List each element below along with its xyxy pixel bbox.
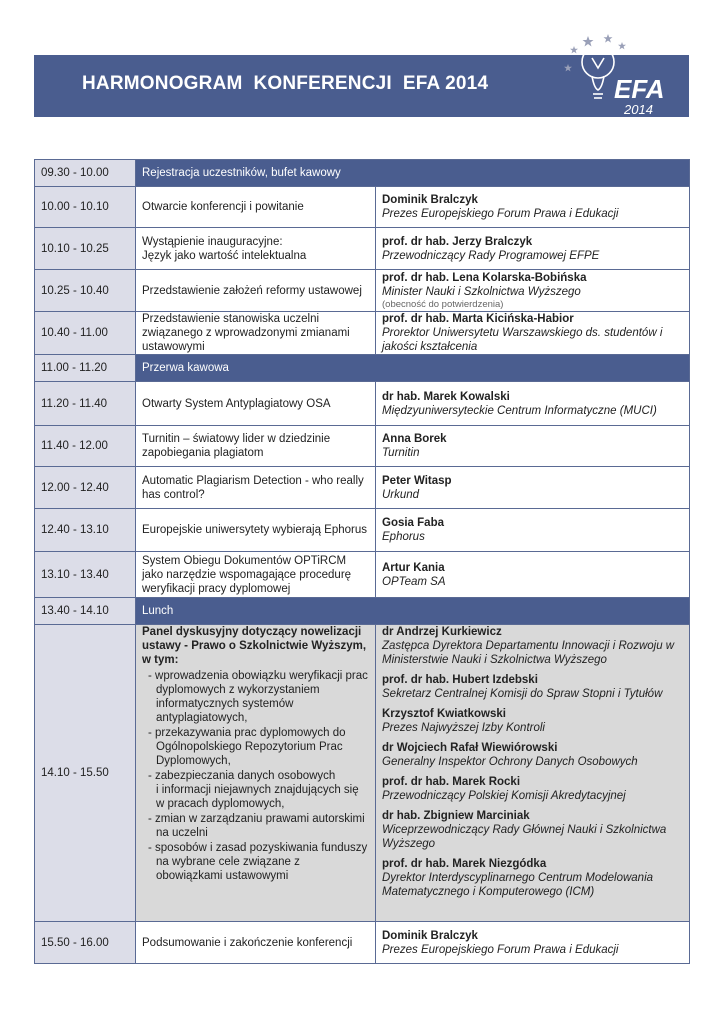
panel-speaker bbox=[382, 625, 683, 667]
speaker-role: Minister Nauki i Szkolnictwa Wyższego bbox=[382, 286, 581, 298]
panel-item: - sposobów i zasad pozyskiwania funduszy na wybrane cele związane z obowiązkami ustawowymi bbox=[148, 842, 368, 882]
topic-cell: Otwarty System Antyplagiatowy OSA bbox=[136, 382, 376, 426]
speaker-role: Prorektor Uniwersytetu Warszawskiego ds. studentów i jakości kształcenia bbox=[382, 327, 663, 353]
time-cell: 10.25 - 10.40 bbox=[35, 270, 136, 312]
schedule-row-lunch bbox=[35, 598, 690, 625]
topic-cell: Przedstawienie założeń reformy ustawowej bbox=[136, 270, 376, 312]
panel-speaker bbox=[382, 741, 683, 769]
speaker-role: Prezes Najwyższej Izby Kontroli bbox=[382, 722, 545, 734]
logo-text: EFA bbox=[614, 74, 665, 104]
speaker-name: prof. dr hab. Marek Rocki bbox=[382, 776, 521, 788]
topic-cell: Podsumowanie i zakończenie konferencji bbox=[136, 922, 376, 964]
speaker-cell bbox=[376, 270, 690, 312]
panel-item: - zmian w zarządzaniu prawami autorskimi na uczelni bbox=[148, 813, 365, 839]
logo-year: 2014 bbox=[624, 102, 653, 117]
speaker-cell bbox=[376, 552, 690, 598]
panel-title: Panel dyskusyjny dotyczący nowelizacji ustawy - Prawo o Szkolnictwie Wyższym, w tym: bbox=[142, 626, 367, 666]
topic-cell: Wystąpienie inauguracyjne: Język jako wartość intelektualna bbox=[136, 228, 376, 270]
time-cell: 10.00 - 10.10 bbox=[35, 187, 136, 228]
panel-item: - wprowadzenia obowiązku weryfikacji prac dyplomowych z wykorzystaniem informatycznych systemów antyplagiatowych, bbox=[148, 670, 368, 724]
speaker-role: Dyrektor Interdyscyplinarnego Centrum Modelowania Matematycznego i Komputerowego (ICM) bbox=[382, 872, 654, 898]
time-cell: 13.40 - 14.10 bbox=[35, 598, 136, 625]
schedule-row bbox=[35, 187, 690, 228]
topic-cell: System Obiegu Dokumentów OPTiRCM jako narzędzie wspomagające procedurę weryfikacji pracy dyplomowej bbox=[136, 552, 376, 598]
speaker-name: Peter Witasp bbox=[382, 474, 452, 487]
speaker-role: Zastępca Dyrektora Departamentu Innowacji i Rozwoju w Ministerstwie Nauki i Szkolnictwa Wyższego bbox=[382, 640, 675, 666]
speaker-cell bbox=[376, 922, 690, 964]
speaker-role: Turnitin bbox=[382, 447, 420, 459]
speaker-role: Prezes Europejskiego Forum Prawa i Edukacji bbox=[382, 208, 619, 220]
speaker-cell bbox=[376, 228, 690, 270]
break-label: Przerwa kawowa bbox=[136, 355, 690, 382]
speaker-name: Gosia Faba bbox=[382, 517, 444, 529]
speaker-role: Międzyuniwersyteckie Centrum Informatyczne (MUCI) bbox=[382, 404, 657, 417]
speaker-name: prof. dr hab. Marta Kicińska-Habior bbox=[382, 313, 574, 325]
speaker-role: Przewodniczący Polskiej Komisji Akredytacyjnej bbox=[382, 790, 626, 802]
speaker-cell bbox=[376, 187, 690, 228]
panel-speaker bbox=[382, 775, 683, 803]
speaker-name: dr hab. Zbigniew Marciniak bbox=[382, 810, 530, 822]
speaker-cell bbox=[376, 509, 690, 552]
schedule-row-closing bbox=[35, 922, 690, 964]
speaker-name: dr hab. Marek Kowalski bbox=[382, 390, 510, 403]
time-cell: 11.00 - 11.20 bbox=[35, 355, 136, 382]
speaker-role: Przewodniczący Rady Programowej EFPE bbox=[382, 249, 600, 262]
speaker-note: (obecność do potwierdzenia) bbox=[382, 299, 504, 310]
speaker-cell bbox=[376, 426, 690, 467]
topic-cell: Przedstawienie stanowiska uczelni związanego z wprowadzonymi zmianami ustawowymi bbox=[136, 312, 376, 355]
schedule-row-break bbox=[35, 355, 690, 382]
break-label: Lunch bbox=[136, 598, 690, 625]
speaker-role: Prezes Europejskiego Forum Prawa i Edukacji bbox=[382, 943, 619, 956]
time-cell: 14.10 - 15.50 bbox=[35, 625, 136, 922]
schedule-table bbox=[34, 159, 690, 964]
panel-item: - przekazywania prac dyplomowych do Ogólnopolskiego Repozytorium Prac Dyplomowych, bbox=[148, 727, 346, 767]
speaker-role: Sekretarz Centralnej Komisji do Spraw Stopni i Tytułów bbox=[382, 688, 663, 700]
speaker-name: prof. dr hab. Jerzy Bralczyk bbox=[382, 235, 533, 248]
speaker-role: Generalny Inspektor Ochrony Danych Osobowych bbox=[382, 756, 638, 768]
page-title: HARMONOGRAM KONFERENCJI EFA 2014 bbox=[82, 73, 489, 94]
schedule-row bbox=[35, 382, 690, 426]
schedule-row bbox=[35, 467, 690, 509]
schedule-row bbox=[35, 509, 690, 552]
speaker-name: dr Andrzej Kurkiewicz bbox=[382, 626, 502, 638]
break-label: Rejestracja uczestników, bufet kawowy bbox=[136, 160, 690, 187]
speaker-role: Wiceprzewodniczący Rady Głównej Nauki i Szkolnictwa Wyższego bbox=[382, 824, 667, 850]
time-cell: 11.20 - 11.40 bbox=[35, 382, 136, 426]
time-cell: 10.10 - 10.25 bbox=[35, 228, 136, 270]
schedule-row-registration bbox=[35, 160, 690, 187]
speaker-name: Dominik Bralczyk bbox=[382, 194, 478, 206]
panel-item: - zabezpieczania danych osobowych bbox=[148, 770, 336, 782]
time-cell: 12.00 - 12.40 bbox=[35, 467, 136, 509]
speaker-name: Artur Kania bbox=[382, 561, 445, 574]
time-cell: 09.30 - 10.00 bbox=[35, 160, 136, 187]
time-cell: 10.40 - 11.00 bbox=[35, 312, 136, 355]
panel-topic-cell bbox=[136, 625, 376, 922]
speaker-cell bbox=[376, 312, 690, 355]
topic-cell: Automatic Plagiarism Detection - who really has control? bbox=[136, 467, 376, 509]
panel-speaker bbox=[382, 707, 683, 735]
panel-speaker bbox=[382, 857, 683, 899]
topic-cell: Otwarcie konferencji i powitanie bbox=[136, 187, 376, 228]
speaker-cell bbox=[376, 467, 690, 509]
time-cell: 13.10 - 13.40 bbox=[35, 552, 136, 598]
speaker-name: dr Wojciech Rafał Wiewiórowski bbox=[382, 742, 558, 754]
schedule-row bbox=[35, 228, 690, 270]
speaker-role: OPTeam SA bbox=[382, 575, 446, 588]
speaker-role: Ephorus bbox=[382, 531, 425, 543]
speaker-cell bbox=[376, 382, 690, 426]
schedule-row bbox=[35, 312, 690, 355]
schedule-row bbox=[35, 426, 690, 467]
schedule-row bbox=[35, 270, 690, 312]
schedule-row bbox=[35, 552, 690, 598]
panel-item: i informacji niejawnych znajdujących się w pracach dyplomowych, bbox=[156, 784, 359, 810]
speaker-name: Dominik Bralczyk bbox=[382, 929, 478, 942]
speaker-name: prof. dr hab. Lena Kolarska-Bobińska bbox=[382, 272, 587, 284]
panel-speakers-cell bbox=[376, 625, 690, 922]
panel-speaker bbox=[382, 673, 683, 701]
time-cell: 11.40 - 12.00 bbox=[35, 426, 136, 467]
time-cell: 15.50 - 16.00 bbox=[35, 922, 136, 964]
efa-logo bbox=[548, 28, 698, 128]
speaker-name: prof. dr hab. Hubert Izdebski bbox=[382, 674, 538, 686]
time-cell: 12.40 - 13.10 bbox=[35, 509, 136, 552]
speaker-name: Anna Borek bbox=[382, 433, 447, 445]
panel-speaker bbox=[382, 809, 683, 851]
topic-cell: Europejskie uniwersytety wybierają Ephorus bbox=[136, 509, 376, 552]
speaker-name: Krzysztof Kwiatkowski bbox=[382, 708, 506, 720]
speaker-name: prof. dr hab. Marek Niezgódka bbox=[382, 858, 547, 870]
speaker-role: Urkund bbox=[382, 488, 420, 501]
topic-cell: Turnitin – światowy lider w dziedzinie zapobiegania plagiatom bbox=[136, 426, 376, 467]
schedule-row-panel bbox=[35, 625, 690, 922]
